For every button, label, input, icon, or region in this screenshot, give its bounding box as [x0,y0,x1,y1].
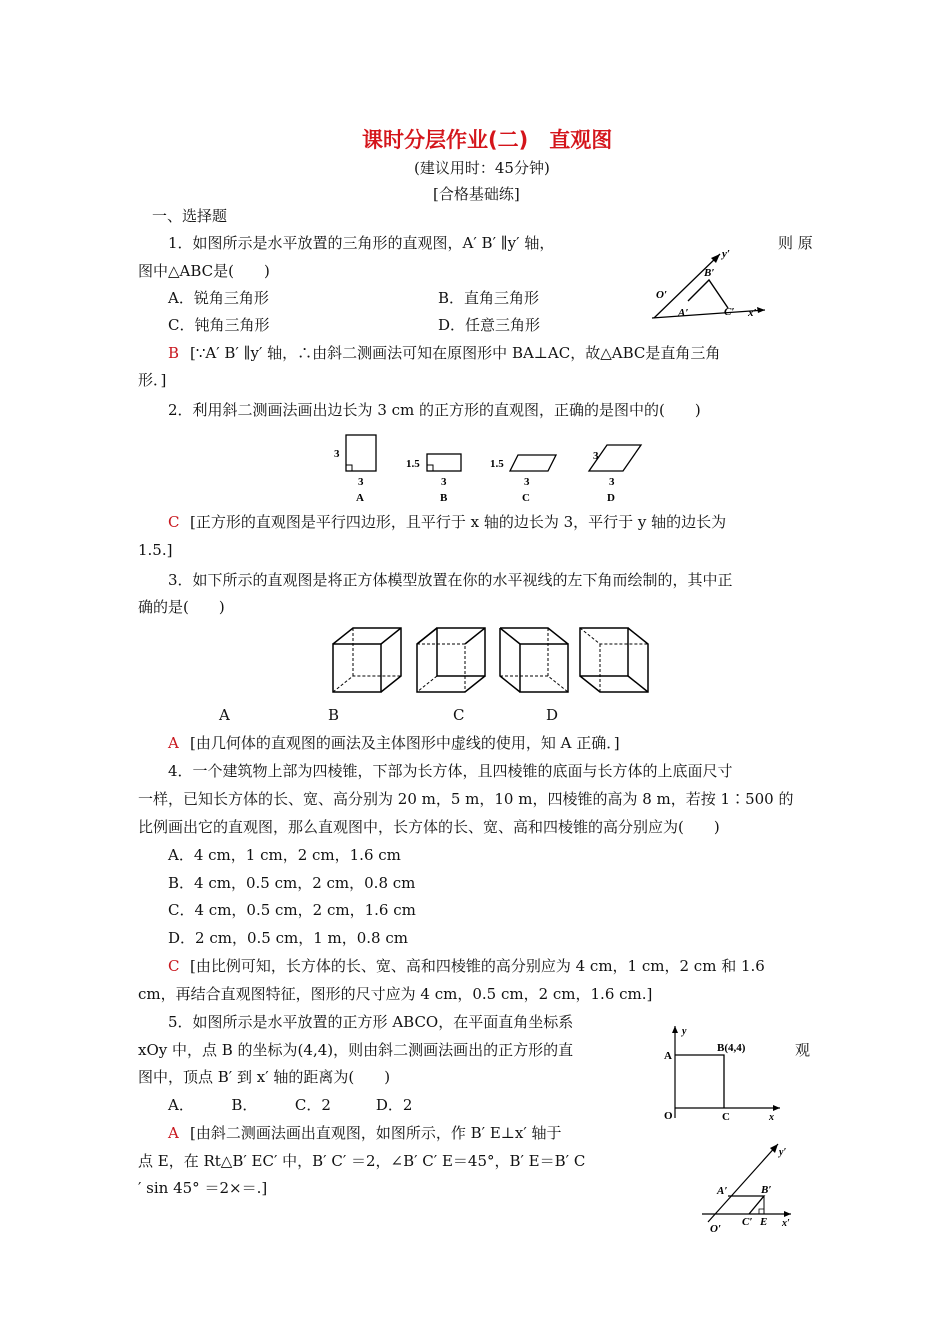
q5b-c-label: C′ [742,1216,753,1228]
q1-o-label: O′ [656,289,668,301]
q2-label-a: A [356,492,364,504]
q5-square-figure [655,1022,785,1122]
q1-line1: 1．如图所示是水平放置的三角形的直观图，A′ B′ ∥y′ 轴， [168,234,555,252]
q5b-a-label: A′ [717,1185,728,1197]
q3-answer-line1: [由几何体的直观图的画法及主体图形中虚线的使用，知 A 正确．] [190,734,620,752]
q4-answer-letter: C [168,957,180,975]
q2-answer-line2: 1.5.] [138,541,173,559]
q1-answer-line1: [∵A′ B′ ∥y′ 轴，∴由斜二测画法可知在原图形中 BA⊥AC，故△ABC是直角三角 [190,344,721,362]
page-title: 课时分层作业(二) 直观图 [362,128,613,152]
q2-d-base: 3 [609,476,615,488]
q2-label-d: D [607,492,615,504]
q2-c-base: 3 [524,476,530,488]
q5-answer-line2: 点 E，在 Rt△B′ EC′ 中，B′ C′ ＝2，∠B′ C′ E＝45°，B′ E＝B′ C [138,1152,586,1170]
q5-line3: 图中，顶点 B′ 到 x′ 轴的距离为( ) [138,1068,391,1086]
q5-o-label: O [664,1110,673,1122]
q2-figure [325,425,645,507]
q1-answer-line2: 形．] [138,371,167,389]
q3-answer-letter: A [168,734,179,752]
q2-c-side: 1.5 [490,458,504,470]
q3-line2: 确的是( ) [138,598,225,616]
q5-line1: 5．如图所示是水平放置的正方形 ABCO，在平面直角坐标系 [168,1013,574,1031]
q2-answer-letter: C [168,513,180,531]
q1-x-label: x′ [748,307,757,319]
part-heading: 一、选择题 [152,207,228,225]
q5-answer-line3: ′ sin 45° ＝2×＝.] [138,1179,268,1197]
q5b-o-label: O′ [710,1223,722,1234]
q2-d-side: 3 [593,450,599,462]
q1-option-a: A．锐角三角形 [168,289,269,307]
q5b-e-label: E [760,1216,768,1228]
q4-option-c: C．4 cm，0.5 cm，2 cm，1.6 cm [168,901,416,919]
q4-line2: 一样，已知长方体的长、宽、高分别为 20 m，5 m，10 m，四棱锥的高为 8 m，若按 1∶500 的 [138,790,794,808]
q4-line3: 比例画出它的直观图，那么直观图中，长方体的长、宽、高和四棱锥的高分别应为( ) [138,818,720,836]
q5-y-label: y [682,1026,687,1037]
q2-b-side: 1.5 [406,458,420,470]
q2-line1: 2．利用斜二测画法画出边长为 3 cm 的正方形的直观图，正确的是图中的( ) [168,401,701,419]
q4-option-d: D．2 cm，0.5 cm，1 m，0.8 cm [168,929,408,947]
q1-line1-tail: 则 原 [778,234,813,252]
q5-answer-letter: A [168,1124,179,1142]
q5-c-label: C [722,1111,730,1122]
q1-c-label: C′ [724,306,735,318]
q5-answer-line1: [由斜二测画法画出直观图，如图所示，作 B′ E⊥x′ 轴于 [190,1124,562,1142]
q1-y-label: y′ [722,248,730,260]
q1-line2: 图中△ABC是( ) [138,262,270,280]
q5-x-label: x [769,1112,774,1122]
q3-cubes-figure [330,624,650,699]
q4-answer-line2: cm，再结合直观图特征，图形的尺寸应为 4 cm，0.5 cm，2 cm，1.6 cm.] [138,985,653,1003]
q1-a-label: A′ [678,307,689,319]
q5-line2: xOy 中，点 B 的坐标为(4,4)，则由斜二测画法画出的正方形的直 [138,1041,574,1059]
q3-label-a: A [219,706,230,724]
q3-line1: 3．如下所示的直观图是将正方体模型放置在你的水平视线的左下角而绘制的，其中正 [168,571,733,589]
q2-a-base: 3 [358,476,364,488]
q2-b-base: 3 [441,476,447,488]
suggested-time: (建议用时：45分钟) [414,159,550,177]
q4-line1: 4．一个建筑物上部为四棱锥，下部为长方体，且四棱锥的底面与长方体的上底面尺寸 [168,762,733,780]
q5-options: A． B． C．2 D．2 [168,1096,413,1114]
q1-option-b: B．直角三角形 [438,289,540,307]
q1-option-d: D．任意三角形 [438,316,541,334]
q2-label-c: C [522,492,530,504]
q1-b-label: B′ [704,267,715,279]
q4-option-a: A．4 cm，1 cm，2 cm，1.6 cm [168,846,401,864]
q5b-x-label: x′ [782,1218,790,1229]
q3-label-c: C [453,706,465,724]
q3-label-d: D [546,706,559,724]
q1-answer-letter: B [168,344,180,362]
q5b-b-label: B′ [761,1184,772,1196]
q3-label-b: B [328,706,340,724]
q1-figure [640,240,770,325]
q4-answer-line1: [由比例可知，长方体的长、宽、高和四棱锥的高分别应为 4 cm，1 cm，2 cm 和 1.6 [190,957,765,975]
q2-answer-line1: [正方形的直观图是平行四边形，且平行于 x 轴的边长为 3，平行于 y 轴的边长为 [190,513,727,531]
q5-a-label: A [664,1050,672,1062]
q2-a-side: 3 [334,448,340,460]
q5-oblique-figure [698,1138,798,1234]
q1-option-c: C．钝角三角形 [168,316,270,334]
q5-b-label: B(4,4) [717,1042,746,1054]
q5-line2-tail: 观 [795,1041,811,1059]
q2-label-b: B [440,492,448,504]
section-label: [合格基础练] [433,185,520,203]
q5b-y-label: y′ [779,1147,787,1158]
q4-option-b: B．4 cm，0.5 cm，2 cm，0.8 cm [168,874,416,892]
